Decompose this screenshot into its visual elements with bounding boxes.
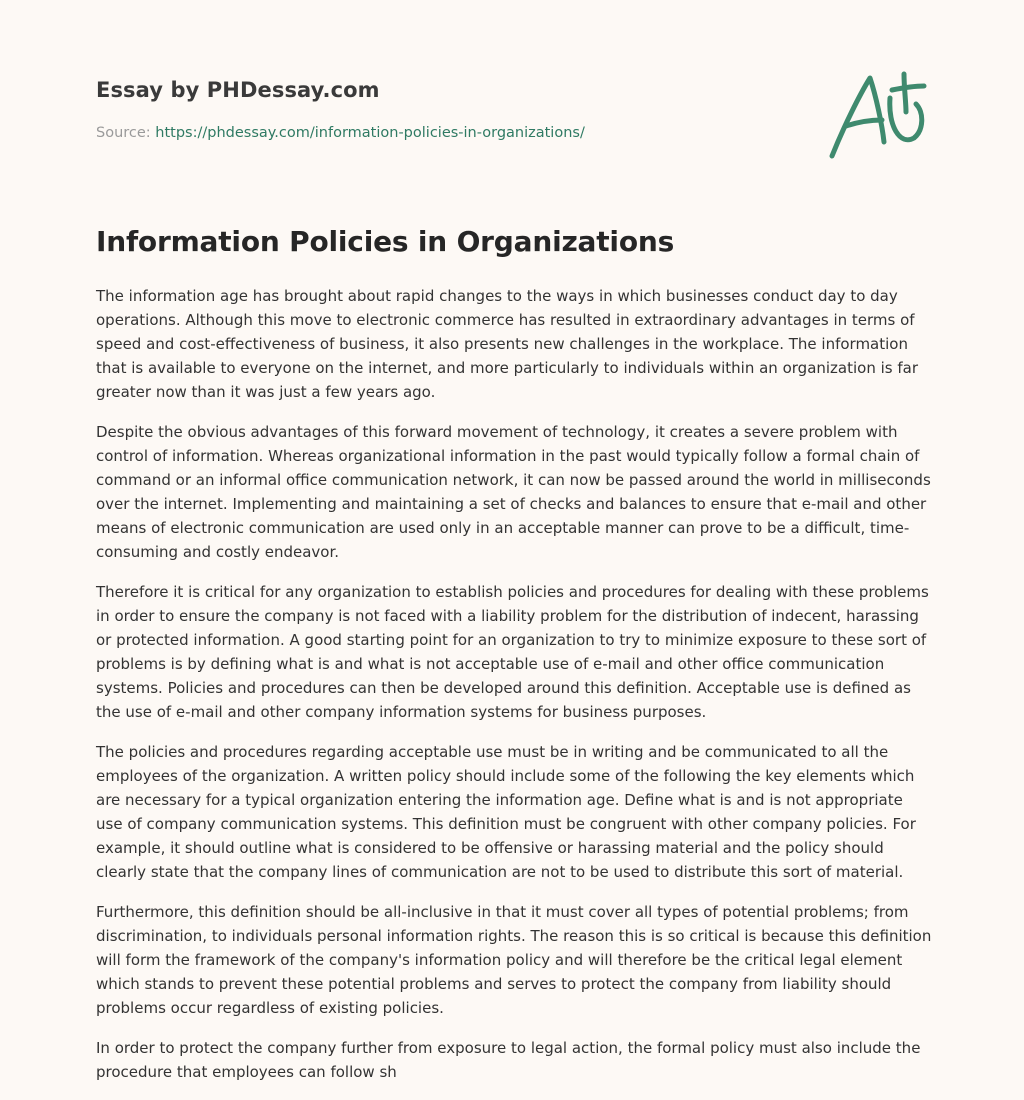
source-label: Source: bbox=[96, 125, 156, 141]
essay-paragraph-6: In order to protect the company further from exposure to legal action, the formal policy must also include the procedure that employees can follow sh bbox=[96, 1039, 921, 1081]
a-plus-grade-icon bbox=[824, 66, 928, 166]
essay-paragraph-1: The information age has brought about rapid changes to the ways in which businesses conduct day to day operations. Although this move to electronic commerce has resulted in extraordinary advantages in terms of speed and cost-effectiveness of business, it also presents new challenges in the workplace. The information that is available to everyone on the internet, and more particularly to individuals within an organization is far greater now than it was just a few years ago. bbox=[96, 287, 919, 401]
brand-title: Essay by PHDessay.com bbox=[96, 78, 380, 102]
source-link[interactable]: https://phdessay.com/information-policies-in-organizations/ bbox=[155, 125, 585, 141]
essay-body bbox=[96, 284, 932, 1100]
essay-paragraph-4: The policies and procedures regarding acceptable use must be in writing and be communicated to all the employees of the organization. A written policy should include some of the following the key elements which are necessary for a typical organization entering the information age. Define what is and is not appropriate use of company communication systems. This definition must be congruent with other company policies. For example, it should outline what is considered to be offensive or harassing material and the policy should clearly state that the company lines of communication are not to be used to distribute this sort of material. bbox=[96, 743, 916, 881]
source-line bbox=[96, 125, 585, 141]
essay-paragraph-5: Furthermore, this definition should be all-inclusive in that it must cover all types of potential problems; from discrimination, to individuals personal information rights. The reason this is so critical is because this definition will form the framework of the company's information policy and will therefore be the critical legal element which stands to prevent these potential problems and serves to protect the company from liability should problems occur regardless of existing policies. bbox=[96, 903, 932, 1017]
essay-paragraph-3: Therefore it is critical for any organization to establish policies and procedures for dealing with these problems in order to ensure the company is not faced with a liability problem for the distribution of indecent, harassing or protected information. A good starting point for an organization to try to minimize exposure to these sort of problems is by defining what is and what is not acceptable use of e-mail and other office communication systems. Policies and procedures can then be developed around this definition. Acceptable use is defined as the use of e-mail and other company information systems for business purposes. bbox=[96, 583, 929, 721]
essay-title: Information Policies in Organizations bbox=[96, 225, 675, 258]
essay-paragraph-2: Despite the obvious advantages of this forward movement of technology, it creates a severe problem with control of information. Whereas organizational information in the past would typically follow a formal chain of command or an informal office communication network, it can now be passed around the world in milliseconds over the internet. Implementing and maintaining a set of checks and balances to ensure that e-mail and other means of electronic communication are used only in an acceptable manner can prove to be a difficult, time-consuming and costly endeavor. bbox=[96, 423, 931, 561]
